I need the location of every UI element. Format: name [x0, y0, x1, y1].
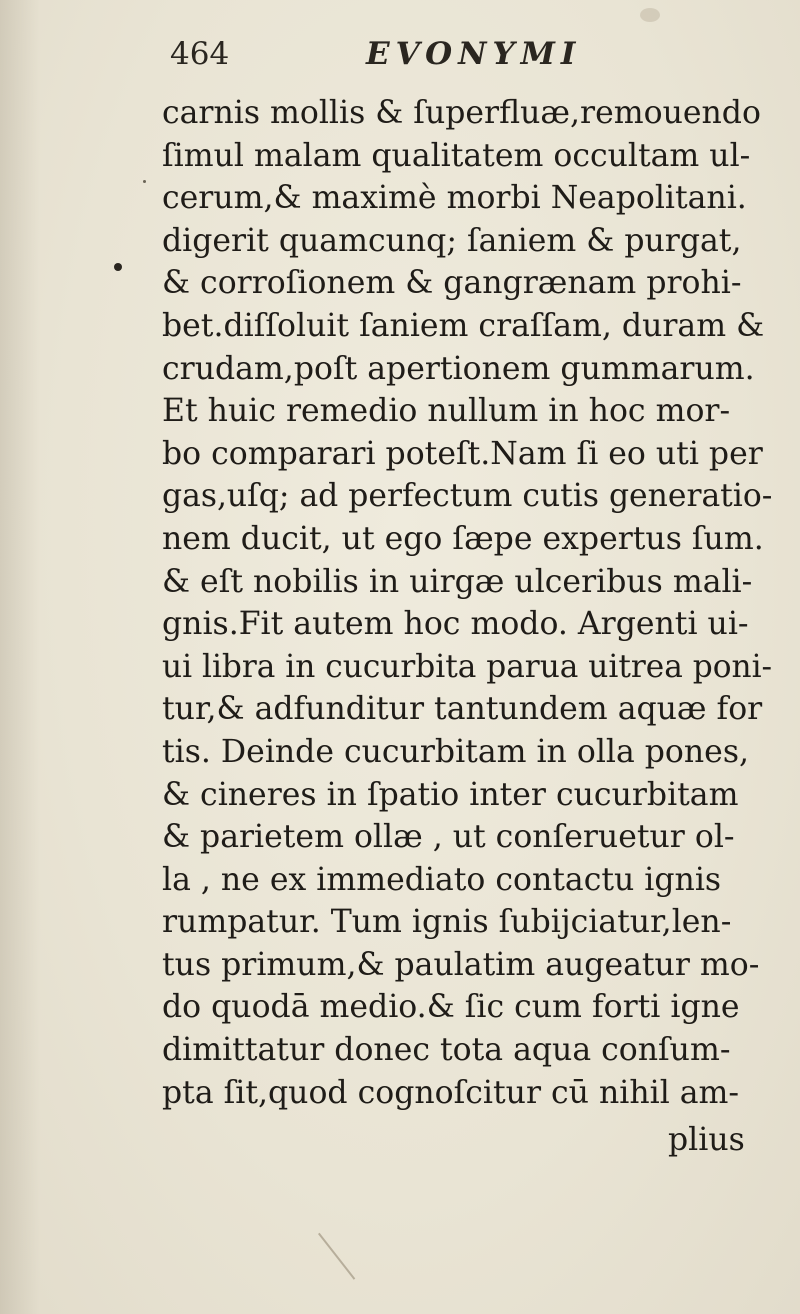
margin-speck — [143, 180, 146, 183]
running-title: EVONYMI — [366, 36, 582, 72]
paper-crease — [318, 1233, 355, 1280]
text-line: gnis.Fit autem hoc modo. Argenti ui- — [162, 606, 749, 643]
text-line: dimittatur donec tota aqua conſum- — [162, 1032, 731, 1069]
running-head — [170, 36, 730, 76]
margin-dot-mark — [114, 263, 122, 271]
text-line: & corroſionem & gangrænam prohi- — [162, 265, 742, 302]
spine-shadow — [0, 0, 40, 1314]
text-line: & eſt nobilis in uirgæ ulceribus mali- — [162, 563, 753, 600]
body-text — [162, 92, 772, 1114]
text-line: carnis mollis & ſuperfluæ,remouendo — [162, 95, 761, 131]
paper-stain — [640, 8, 660, 22]
text-line: tis. Deinde cucurbitam in olla pones, — [162, 733, 749, 770]
text-line: tur,& adfunditur tantundem aquæ for — [162, 691, 763, 728]
text-line: gas,uſq; ad perfectum cutis generatio- — [162, 478, 773, 515]
page-number: 464 — [170, 36, 230, 72]
text-line: & cineres in ſpatio inter cucurbitam — [162, 776, 739, 813]
text-line: nem ducit, ut ego ſæpe expertus ſum. — [162, 520, 764, 557]
catchword: plius — [668, 1122, 745, 1158]
text-line: rumpatur. Tum ignis ſubijciatur,len- — [162, 904, 732, 941]
text-line: crudam,poſt apertionem gummarum. — [162, 350, 755, 387]
text-line: cerum,& maximè morbi Neapolitani. — [162, 180, 747, 217]
text-line: Et huic remedio nullum in hoc mor- — [162, 393, 731, 430]
text-line: ſimul malam qualitatem occultam ul- — [162, 137, 751, 174]
text-line: bo comparari poteſt.Nam ſi eo uti per — [162, 435, 763, 472]
text-line: do quodā medio.& ſic cum forti igne — [162, 989, 740, 1026]
text-line: digerit quamcunq; ſaniem & purgat, — [162, 222, 742, 259]
text-line: & parietem ollæ , ut conſeruetur ol- — [162, 819, 735, 856]
text-line: tus primum,& paulatim augeatur mo- — [162, 946, 760, 983]
text-line: bet.diſſoluit ſaniem craſſam, duram & — [162, 307, 765, 344]
text-line: la , ne ex immediato contactu ignis — [162, 861, 722, 898]
text-line: pta ſit,quod cognoſcitur cū nihil am- — [162, 1074, 740, 1111]
text-line: ui libra in cucurbita parua uitrea poni- — [162, 648, 773, 685]
